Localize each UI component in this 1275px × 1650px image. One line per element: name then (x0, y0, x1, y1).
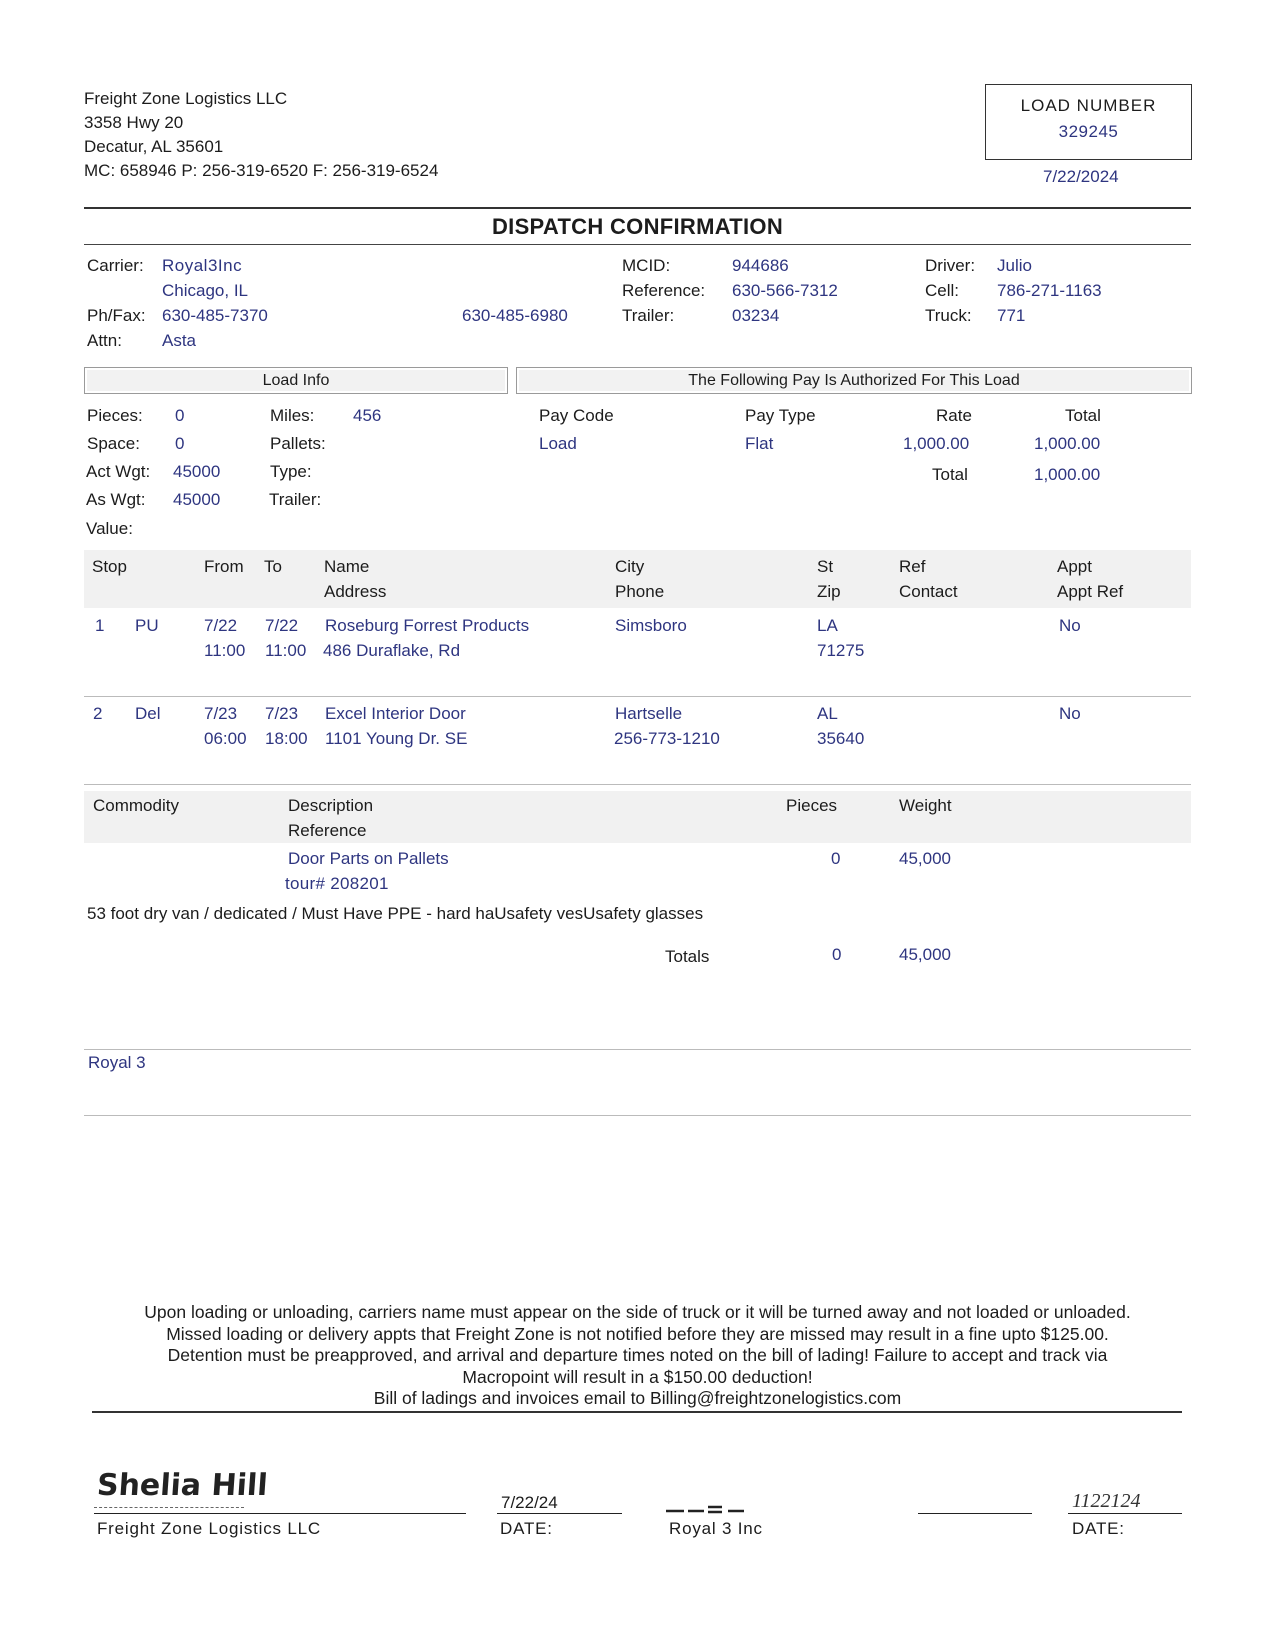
load-trailer-label: Trailer: (269, 490, 322, 509)
divider (84, 244, 1191, 245)
terms-block (90, 1302, 1185, 1410)
pieces-value: 0 (175, 406, 185, 425)
value-label: Value: (86, 519, 133, 538)
paycode-value: Load (539, 434, 577, 453)
freight-zone-name: Freight Zone Logistics LLC (97, 1519, 321, 1538)
stop-appt: No (1059, 704, 1081, 723)
stop-to-date: 7/22 (265, 616, 299, 635)
company-name: Freight Zone Logistics LLC (84, 89, 288, 108)
totals-label: Totals (665, 947, 710, 966)
pay-total-value: 1,000.00 (1034, 465, 1101, 484)
terms-line: Macropoint will result in a $150.00 deduction! (462, 1366, 813, 1387)
stop-state: LA (817, 616, 838, 635)
left-date-value: 7/22/24 (501, 1493, 558, 1512)
divider (84, 1049, 1191, 1050)
document-date: 7/22/2024 (1043, 167, 1119, 186)
company-contact: MC: 658946 P: 256-319-6520 F: 256-319-6524 (84, 161, 439, 180)
zip-col-header: Zip (817, 582, 841, 601)
weight-col-header: Weight (899, 796, 952, 815)
commodity-header-row (84, 791, 1191, 843)
terms-line: Missed loading or delivery appts that Freight Zone is not notified before they are missed may result in a fine upto $125.00. (166, 1323, 1109, 1344)
from-col-header: From (204, 557, 244, 576)
mcid-label: MCID: (622, 256, 671, 275)
signature-dash (94, 1507, 244, 1508)
reference-label: Reference: (622, 281, 706, 300)
attn-label: Attn: (87, 331, 122, 350)
stop-state: AL (817, 704, 838, 723)
contact-col-header: Contact (899, 582, 958, 601)
company-city: Decatur, AL 35601 (84, 137, 224, 156)
stop-zip: 35640 (817, 729, 865, 748)
stop-to-time: 18:00 (265, 729, 308, 748)
total-value: 1,000.00 (1034, 434, 1101, 453)
carrier-label: Carrier: (87, 256, 144, 275)
date-line (497, 1513, 622, 1514)
type-label: Type: (270, 462, 312, 481)
commodity-reference: tour# 208201 (285, 874, 389, 893)
name-col-header: Name (324, 557, 370, 576)
carrier-name-note: Royal 3 (88, 1053, 146, 1072)
terms-line: Detention must be preapproved, and arrival and departure times noted on the bill of lading! Failure to accept and track via (167, 1345, 1108, 1365)
stop-name: Excel Interior Door (325, 704, 466, 723)
truck-value: 771 (997, 306, 1026, 325)
carrier-city: Chicago, IL (162, 281, 248, 300)
right-date-value: 1122124 (1072, 1490, 1141, 1512)
carrier-value: Royal3Inc (162, 256, 243, 275)
commodity-col-header: Commodity (93, 796, 179, 815)
truck-label: Truck: (925, 306, 972, 325)
ref-col-header: Ref (899, 557, 926, 576)
aswgt-value: 45000 (173, 490, 221, 509)
phone-col-header: Phone (615, 582, 665, 601)
paycode-col-header: Pay Code (539, 406, 614, 425)
left-date-label: DATE: (500, 1519, 553, 1538)
cell-value: 786-271-1163 (997, 281, 1102, 300)
driver-label: Driver: (925, 256, 976, 275)
phfax-label: Ph/Fax: (87, 306, 146, 325)
space-label: Space: (87, 434, 140, 453)
space-value: 0 (175, 434, 185, 453)
reference-col-header: Reference (288, 821, 367, 840)
stop-to-time: 11:00 (265, 641, 307, 660)
totals-pieces: 0 (832, 945, 842, 964)
load-info-header: Load Info (84, 367, 508, 394)
divider (84, 207, 1191, 209)
address-col-header: Address (324, 582, 387, 601)
rate-col-header: Rate (936, 406, 972, 425)
stop-name: Roseburg Forrest Products (325, 616, 530, 635)
stop-zip: 71275 (817, 641, 865, 660)
load-number-label: LOAD NUMBER (1020, 96, 1157, 115)
row-divider (84, 696, 1191, 697)
terms-line: Bill of ladings and invoices email to Billing@freightzonelogistics.com (373, 1388, 902, 1408)
stop-from-time: 11:00 (204, 641, 246, 660)
terms-line: Upon loading or unloading, carriers name must appear on the side of truck or it will be turned away and not loaded or unloaded. (144, 1302, 1131, 1322)
driver-value: Julio (997, 256, 1032, 275)
stop-number: 2 (93, 704, 103, 723)
pallets-label: Pallets: (270, 434, 326, 453)
appt-col-header: Appt (1057, 557, 1092, 576)
trailer-value: 03234 (732, 306, 780, 325)
stop-city: Simsboro (615, 616, 687, 635)
stop-type: Del (135, 704, 161, 723)
paytype-col-header: Pay Type (745, 406, 816, 425)
pieces-label: Pieces: (87, 406, 143, 425)
cell-label: Cell: (925, 281, 960, 300)
stop-address: 1101 Young Dr. SE (325, 729, 468, 748)
rate-value: 1,000.00 (903, 434, 970, 453)
stop-from-date: 7/22 (204, 616, 238, 635)
trailer-label: Trailer: (622, 306, 675, 325)
stop-number: 1 (95, 616, 105, 635)
freight-zone-signature: Shelia Hill (95, 1468, 269, 1503)
description-col-header: Description (288, 796, 374, 815)
st-col-header: St (817, 557, 834, 576)
commodity-description: Door Parts on Pallets (288, 849, 449, 868)
city-col-header: City (615, 557, 645, 576)
mcid-value: 944686 (732, 256, 789, 275)
carrier-signature-mark (664, 1493, 759, 1517)
aswgt-label: As Wgt: (86, 490, 146, 509)
stop-to-date: 7/23 (265, 704, 299, 723)
reference-value: 630-566-7312 (732, 281, 838, 300)
commodity-pieces: 0 (831, 849, 841, 868)
divider (84, 1115, 1191, 1116)
stop-city: Hartselle (615, 704, 683, 723)
actwgt-value: 45000 (173, 462, 221, 481)
attn-value: Asta (162, 331, 197, 350)
carrier-phone: 630-485-7370 (162, 306, 268, 325)
stop-col-header: Stop (92, 557, 127, 576)
to-col-header: To (264, 557, 282, 576)
row-divider (84, 784, 1191, 785)
miles-value: 456 (353, 406, 382, 425)
totals-weight: 45,000 (899, 945, 951, 964)
actwgt-label: Act Wgt: (86, 462, 151, 481)
load-number-value: 329245 (1058, 122, 1119, 141)
page-title: DISPATCH CONFIRMATION (491, 214, 784, 239)
pay-header: The Following Pay Is Authorized For This Load (516, 367, 1192, 394)
appt-ref-col-header: Appt Ref (1057, 582, 1124, 601)
pieces-col-header: Pieces (786, 796, 838, 815)
carrier-fax: 630-485-6980 (462, 306, 568, 325)
pay-total-label: Total (932, 465, 968, 484)
stop-phone: 256-773-1210 (614, 729, 720, 748)
miles-label: Miles: (270, 406, 315, 425)
date-line (1068, 1513, 1182, 1514)
stop-from-date: 7/23 (204, 704, 238, 723)
stop-appt: No (1059, 616, 1081, 635)
signature-line (918, 1513, 1032, 1514)
company-street: 3358 Hwy 20 (84, 113, 184, 132)
divider (92, 1411, 1182, 1413)
carrier-sign-name: Royal 3 Inc (669, 1519, 763, 1538)
signature-line (94, 1513, 466, 1514)
paytype-value: Flat (745, 434, 774, 453)
stop-type: PU (135, 616, 159, 635)
load-notes: 53 foot dry van / dedicated / Must Have PPE - hard haUsafety vesUsafety glasses (87, 904, 704, 923)
right-date-label: DATE: (1072, 1519, 1125, 1538)
load-number-box (985, 84, 1192, 160)
stop-from-time: 06:00 (204, 729, 247, 748)
total-col-header: Total (1065, 406, 1101, 425)
stop-address: 486 Duraflake, Rd (323, 641, 461, 660)
commodity-weight: 45,000 (899, 849, 951, 868)
